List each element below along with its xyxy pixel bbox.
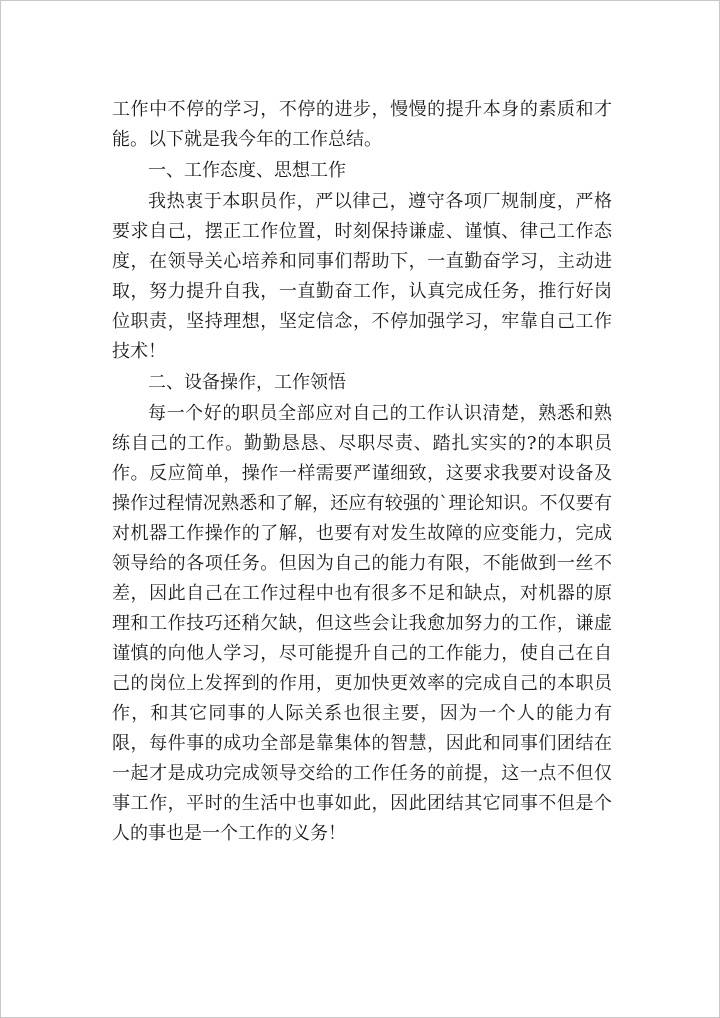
document-body bbox=[112, 95, 612, 850]
intro-paragraph: 工作中不停的学习，不停的进步，慢慢的提升本身的素质和才能。以下就是我今年的工作总结。 bbox=[112, 99, 612, 150]
equipment-paragraph: 每一个好的职员全部应对自己的工作认识清楚，熟悉和熟练自己的工作。勤勤恳恳、尽职尽责、踏扎实实的?的本职员作。反应简单，操作一样需要严谨细致，这要求我要对设备及操作过程情况熟悉和了解，还应有较强的`理论知识。不仅要有对机器工作操作的了解，也要有对发生故障的应变能力，完成领导给的各项任务。但因为自己的能力有限，不能做到一丝不差，因此自己在工作过程中也有很多不足和缺点，对机器的原理和工作技巧还稍欠缺，但这些会让我愈加努力的工作，谦虚谨慎的向他人学习，尽可能提升自己的工作能力，使自己在自己的岗位上发挥到的作用，更加快更效率的完成自己的本职员作，和其它同事的人际关系也很主要，因为一个人的能力有限，每件事的成功全部是靠集体的智慧，因此和同事们团结在一起才是成功完成领导交给的工作任务的前提，这一点不但仅事工作，平时的生活中也事如此，因此团结其它同事不但是个人的事也是一个工作的义务！ bbox=[112, 403, 612, 844]
section-heading-equipment: 二、设备操作，工作领悟 bbox=[148, 372, 346, 393]
section-heading-attitude: 一、工作态度、思想工作 bbox=[148, 160, 346, 181]
attitude-paragraph: 我热衷于本职员作，严以律己，遵守各项厂规制度，严格要求自己，摆正工作位置，时刻保持谦虚、谨慎、律己工作态度，在领导关心培养和同事们帮助下，一直勤奋学习，主动进取，努力提升自我，一直勤奋工作，认真完成任务，推行好岗位职责，坚持理想，坚定信念，不停加强学习，牢靠自己工作技术！ bbox=[112, 191, 612, 362]
